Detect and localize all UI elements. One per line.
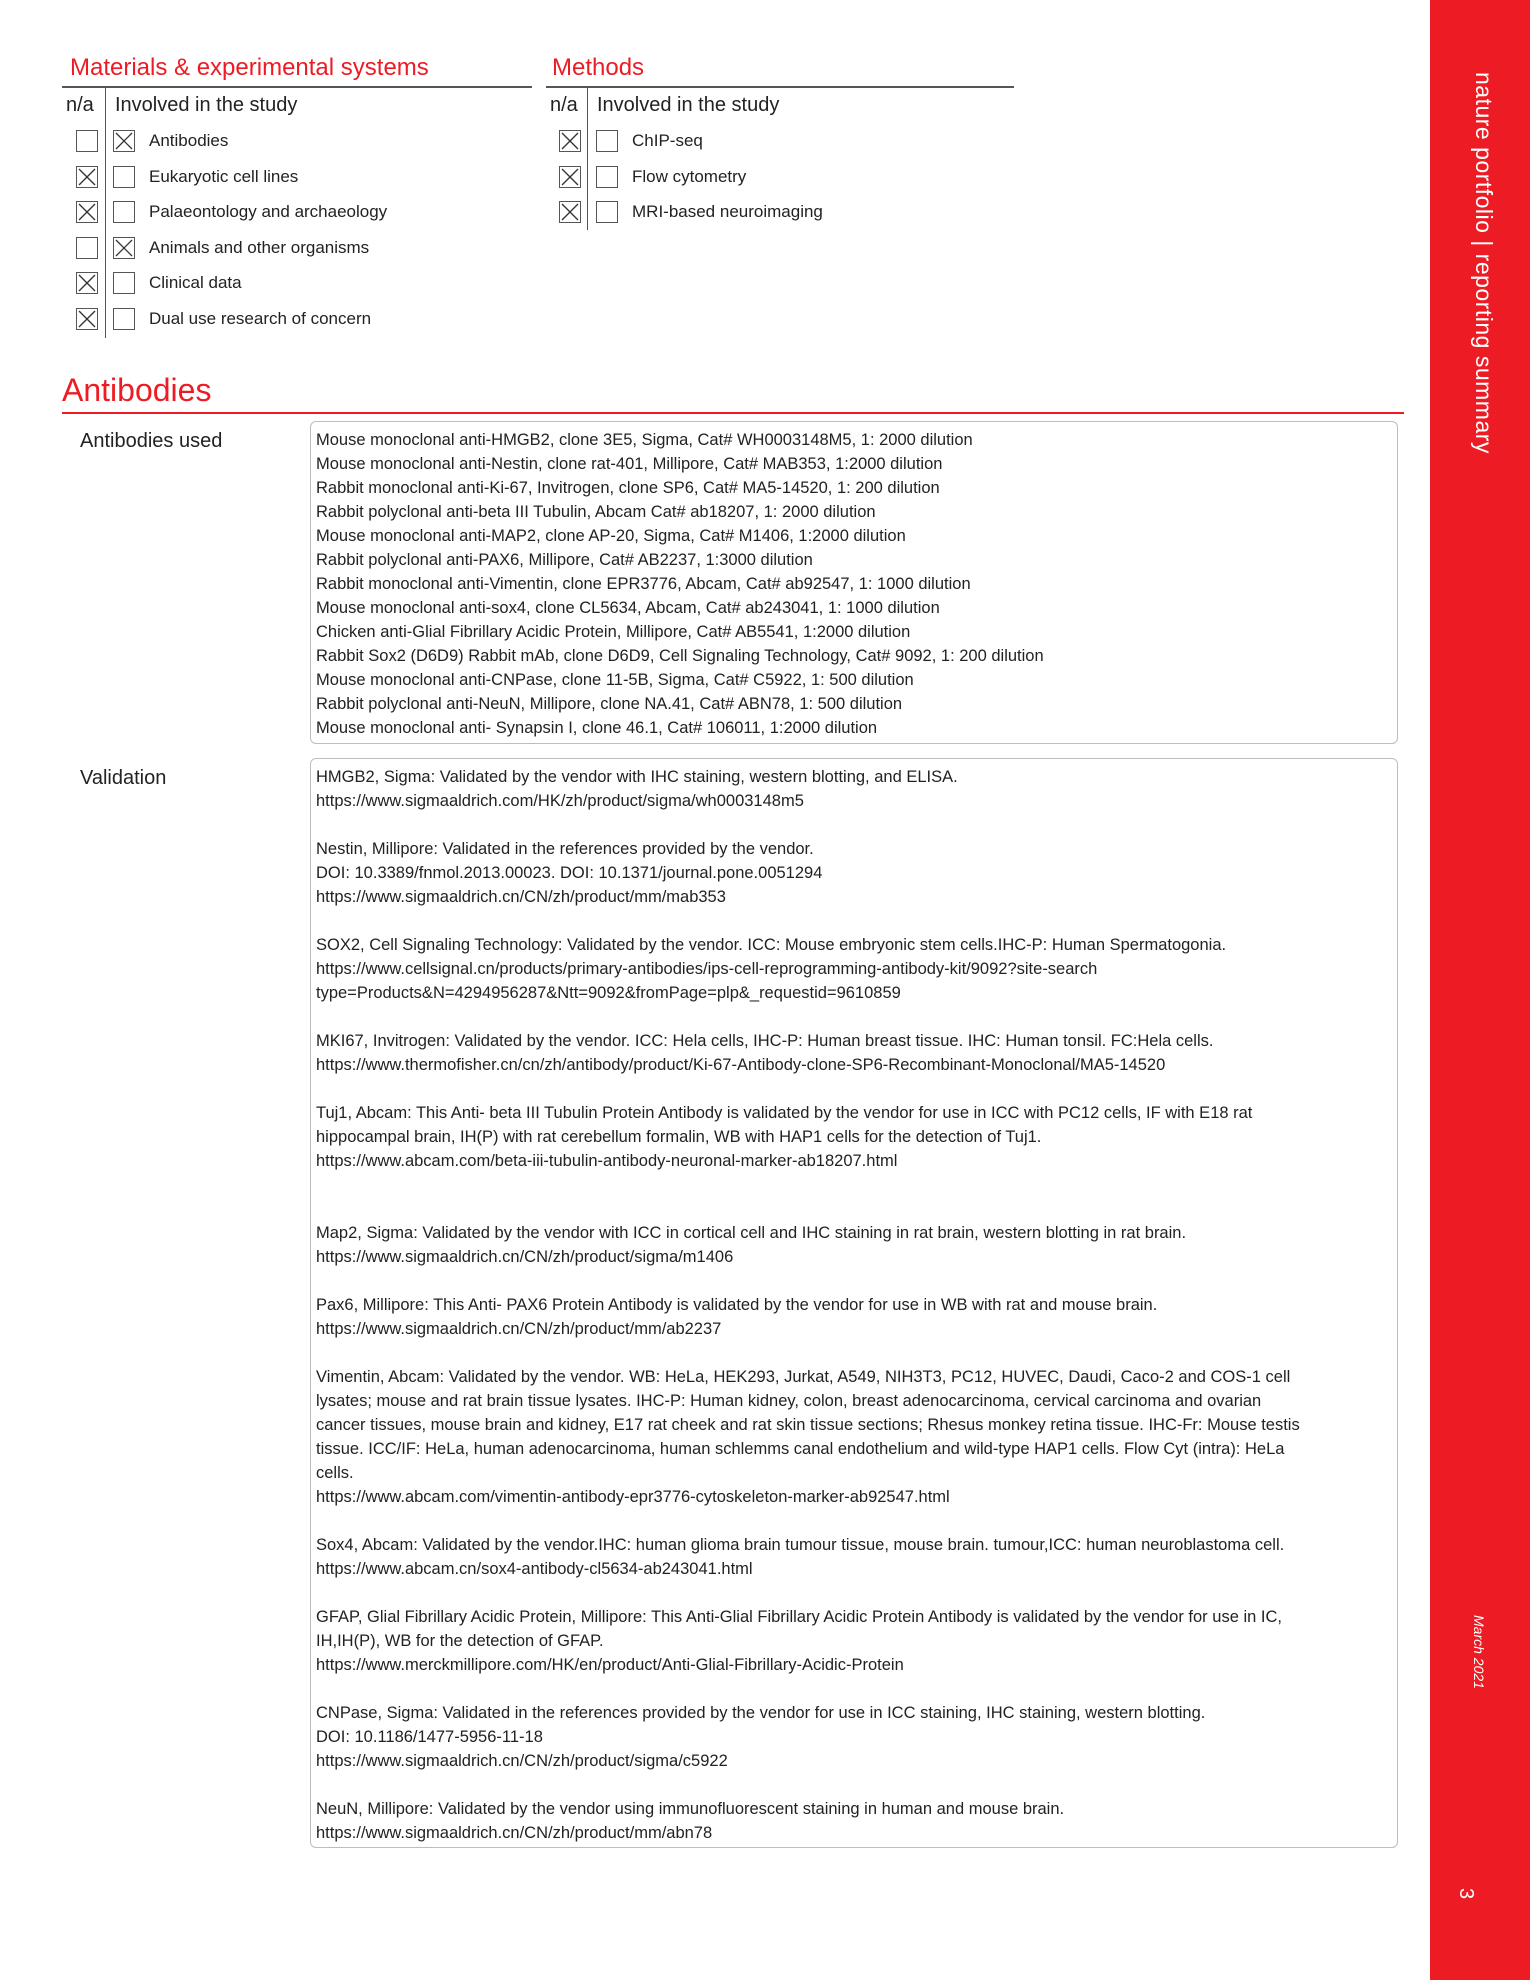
methods-item-label: MRI-based neuroimaging: [632, 202, 823, 221]
validation-line: tissue. ICC/IF: HeLa, human adenocarcinoma, human schlemms canal endothelium and wild-type HAP1 cells. Flow Cyt (intra): HeLa: [316, 1440, 1285, 1458]
validation-line: [316, 1197, 1300, 1221]
validation-line: DOI: 10.1186/1477-5956-11-18: [316, 1728, 543, 1746]
validation-line[interactable]: https://www.sigmaaldrich.cn/CN/zh/product/sigma/m1406: [316, 1248, 734, 1266]
validation-line: NeuN, Millipore: Validated by the vendor using immunofluorescent staining in human and mouse brain.: [316, 1800, 1065, 1818]
validation-line: cells.: [316, 1464, 354, 1482]
antibody-line: Rabbit monoclonal anti-Ki-67, Invitrogen, clone SP6, Cat# MA5-14520, 1: 200 dilution: [316, 479, 940, 497]
validation-text: [316, 765, 1300, 1845]
validation-line[interactable]: https://www.merckmillipore.com/HK/en/product/Anti-Glial-Fibrillary-Acidic-Protein: [316, 1656, 904, 1674]
antibodies-used-label: Antibodies used: [80, 430, 223, 452]
validation-line: Sox4, Abcam: Validated by the vendor.IHC: human glioma brain tumour tissue, mouse brain. tumour,ICC: human neuroblastoma cell.: [316, 1536, 1285, 1554]
methods-na-checkbox[interactable]: [559, 201, 581, 223]
validation-line: [316, 1677, 1300, 1701]
materials-column-divider: [105, 88, 106, 338]
methods-column-divider: [587, 88, 588, 230]
materials-na-checkbox[interactable]: [76, 237, 98, 259]
validation-line[interactable]: https://www.abcam.com/vimentin-antibody-epr3776-cytoskeleton-marker-ab92547.html: [316, 1488, 950, 1506]
validation-line: cancer tissues, mouse brain and kidney, E17 rat cheek and rat skin tissue sections; Rhesus monkey retina tissue. IHC-Fr: Mouse testis: [316, 1416, 1300, 1434]
materials-na-checkbox[interactable]: [76, 201, 98, 223]
validation-line: DOI: 10.3389/fnmol.2013.00023. DOI: 10.1371/journal.pone.0051294: [316, 864, 823, 882]
materials-heading: Materials & experimental systems: [70, 54, 429, 81]
validation-line[interactable]: https://www.sigmaaldrich.cn/CN/zh/product/mm/mab353: [316, 888, 726, 906]
validation-line: [316, 1581, 1300, 1605]
antibody-line: Rabbit Sox2 (D6D9) Rabbit mAb, clone D6D9, Cell Signaling Technology, Cat# 9092, 1: 200 dilution: [316, 647, 1044, 665]
antibodies-heading: Antibodies: [62, 372, 212, 408]
methods-heading: Methods: [552, 54, 645, 81]
materials-involved-checkbox[interactable]: [113, 237, 135, 259]
materials-involved-checkbox[interactable]: [113, 308, 135, 330]
methods-rule: [546, 86, 1014, 88]
validation-line[interactable]: https://www.abcam.com/beta-iii-tubulin-antibody-neuronal-marker-ab18207.html: [316, 1152, 898, 1170]
methods-na-checkbox[interactable]: [559, 130, 581, 152]
validation-label: Validation: [80, 767, 167, 789]
validation-line[interactable]: https://www.sigmaaldrich.cn/CN/zh/product/sigma/c5922: [316, 1752, 728, 1770]
antibody-line: Mouse monoclonal anti-MAP2, clone AP-20, Sigma, Cat# M1406, 1:2000 dilution: [316, 527, 906, 545]
validation-line: [316, 1005, 1300, 1029]
materials-involved-header: Involved in the study: [115, 94, 298, 116]
materials-involved-checkbox[interactable]: [113, 201, 135, 223]
validation-line: SOX2, Cell Signaling Technology: Validated by the vendor. ICC: Mouse embryonic stem cells.IHC-P: Human Spermatogonia.: [316, 936, 1227, 954]
validation-line: [316, 1077, 1300, 1101]
validation-line: Map2, Sigma: Validated by the vendor with ICC in cortical cell and IHC staining in rat brain, western blotting in rat brain.: [316, 1224, 1187, 1242]
antibody-line: Mouse monoclonal anti-Nestin, clone rat-401, Millipore, Cat# MAB353, 1:2000 dilution: [316, 455, 943, 473]
methods-involved-checkbox[interactable]: [596, 130, 618, 152]
materials-na-checkbox[interactable]: [76, 272, 98, 294]
materials-involved-checkbox[interactable]: [113, 272, 135, 294]
validation-line: Nestin, Millipore: Validated in the references provided by the vendor.: [316, 840, 814, 858]
validation-line: [316, 813, 1300, 837]
validation-line[interactable]: https://www.cellsignal.cn/products/primary-antibodies/ips-cell-reprogramming-antibody-kit/9092?site-search: [316, 960, 1098, 978]
antibody-line: Chicken anti-Glial Fibrillary Acidic Protein, Millipore, Cat# AB5541, 1:2000 dilution: [316, 623, 911, 641]
antibody-line: Rabbit polyclonal anti-PAX6, Millipore, Cat# AB2237, 1:3000 dilution: [316, 551, 813, 569]
validation-line: IH,IH(P), WB for the detection of GFAP.: [316, 1632, 604, 1650]
validation-line: hippocampal brain, IH(P) with rat cerebellum formalin, WB with HAP1 cells for the detection of Tuj1.: [316, 1128, 1042, 1146]
validation-line: lysates; mouse and rat brain tissue lysates. IHC-P: Human kidney, colon, breast adenocarcinoma, cervical carcinoma and ovarian: [316, 1392, 1262, 1410]
validation-line: [316, 1269, 1300, 1293]
validation-line[interactable]: https://www.sigmaaldrich.com/HK/zh/product/sigma/wh0003148m5: [316, 792, 804, 810]
validation-line: Vimentin, Abcam: Validated by the vendor. WB: HeLa, HEK293, Jurkat, A549, NIH3T3, PC12, HUVEC, Daudi, Caco-2 and COS-1 cell: [316, 1368, 1291, 1386]
methods-item-label: Flow cytometry: [632, 166, 747, 186]
validation-line: Pax6, Millipore: This Anti- PAX6 Protein Antibody is validated by the vendor for use in WB with rat and mouse brain.: [316, 1296, 1158, 1314]
page-number: 3: [1455, 1888, 1477, 1900]
materials-item-label: Eukaryotic cell lines: [149, 166, 299, 186]
materials-item-label: Animals and other organisms: [149, 237, 370, 257]
materials-item-label: Palaeontology and archaeology: [149, 202, 388, 221]
validation-line: [316, 1773, 1300, 1797]
methods-involved-checkbox[interactable]: [596, 166, 618, 188]
antibody-line: Rabbit polyclonal anti-NeuN, Millipore, clone NA.41, Cat# ABN78, 1: 500 dilution: [316, 695, 903, 713]
materials-item-label: Antibodies: [149, 131, 229, 150]
validation-line[interactable]: https://www.thermofisher.cn/cn/zh/antibody/product/Ki-67-Antibody-clone-SP6-Recombinant-Monoclonal/MA5-14520: [316, 1056, 1166, 1074]
antibody-line: Mouse monoclonal anti-CNPase, clone 11-5B, Sigma, Cat# C5922, 1: 500 dilution: [316, 671, 914, 689]
antibody-line: Mouse monoclonal anti-sox4, clone CL5634, Abcam, Cat# ab243041, 1: 1000 dilution: [316, 599, 940, 617]
validation-line: [316, 1341, 1300, 1365]
validation-line: [316, 1173, 1300, 1197]
materials-na-checkbox[interactable]: [76, 308, 98, 330]
materials-involved-checkbox[interactable]: [113, 166, 135, 188]
sidebar-title: nature portfolio | reporting summary: [1471, 72, 1497, 454]
methods-involved-header: Involved in the study: [597, 94, 780, 116]
validation-line[interactable]: https://www.abcam.cn/sox4-antibody-cl5634-ab243041.html: [316, 1560, 753, 1578]
materials-rule: [62, 86, 532, 88]
materials-item-label: Clinical data: [149, 273, 242, 292]
antibody-line: Rabbit polyclonal anti-beta III Tubulin, Abcam Cat# ab18207, 1: 2000 dilution: [316, 503, 876, 521]
materials-involved-checkbox[interactable]: [113, 130, 135, 152]
materials-item-label: Dual use research of concern: [149, 308, 372, 328]
materials-na-checkbox[interactable]: [76, 130, 98, 152]
antibody-line: Mouse monoclonal anti-HMGB2, clone 3E5, Sigma, Cat# WH0003148M5, 1: 2000 dilution: [316, 431, 973, 449]
antibody-line: Rabbit monoclonal anti-Vimentin, clone EPR3776, Abcam, Cat# ab92547, 1: 1000 dilution: [316, 575, 971, 593]
validation-line: GFAP, Glial Fibrillary Acidic Protein, Millipore: This Anti-Glial Fibrillary Acidic Protein Antibody is validated by the vendor for use in IC,: [316, 1608, 1282, 1626]
validation-line: MKI67, Invitrogen: Validated by the vendor. ICC: Hela cells, IHC-P: Human breast tissue. IHC: Human tonsil. FC:Hela cells.: [316, 1032, 1214, 1050]
methods-na-header: n/a: [550, 94, 578, 116]
sidebar-date: March 2021: [1471, 1615, 1487, 1689]
validation-line: CNPase, Sigma: Validated in the references provided by the vendor for use in ICC staining, IHC staining, western blotting.: [316, 1704, 1206, 1722]
antibody-line: Mouse monoclonal anti- Synapsin I, clone 46.1, Cat# 106011, 1:2000 dilution: [316, 719, 878, 737]
validation-line: Tuj1, Abcam: This Anti- beta III Tubulin Protein Antibody is validated by the vendor for use in ICC with PC12 cells, IF with E18 rat: [316, 1104, 1253, 1122]
methods-item-label: ChIP-seq: [632, 131, 703, 150]
validation-line: type=Products&N=4294956287&Ntt=9092&fromPage=plp&_requestid=9610859: [316, 984, 901, 1002]
validation-line: HMGB2, Sigma: Validated by the vendor with IHC staining, western blotting, and ELISA.: [316, 768, 958, 786]
validation-line: [316, 909, 1300, 933]
methods-na-checkbox[interactable]: [559, 166, 581, 188]
antibodies-used-text: [316, 428, 1044, 740]
validation-line[interactable]: https://www.sigmaaldrich.cn/CN/zh/product/mm/abn78: [316, 1824, 713, 1842]
antibodies-rule: [62, 412, 1404, 414]
methods-involved-checkbox[interactable]: [596, 201, 618, 223]
materials-na-header: n/a: [66, 94, 94, 116]
validation-line[interactable]: https://www.sigmaaldrich.cn/CN/zh/product/mm/ab2237: [316, 1320, 722, 1338]
materials-na-checkbox[interactable]: [76, 166, 98, 188]
validation-line: [316, 1509, 1300, 1533]
